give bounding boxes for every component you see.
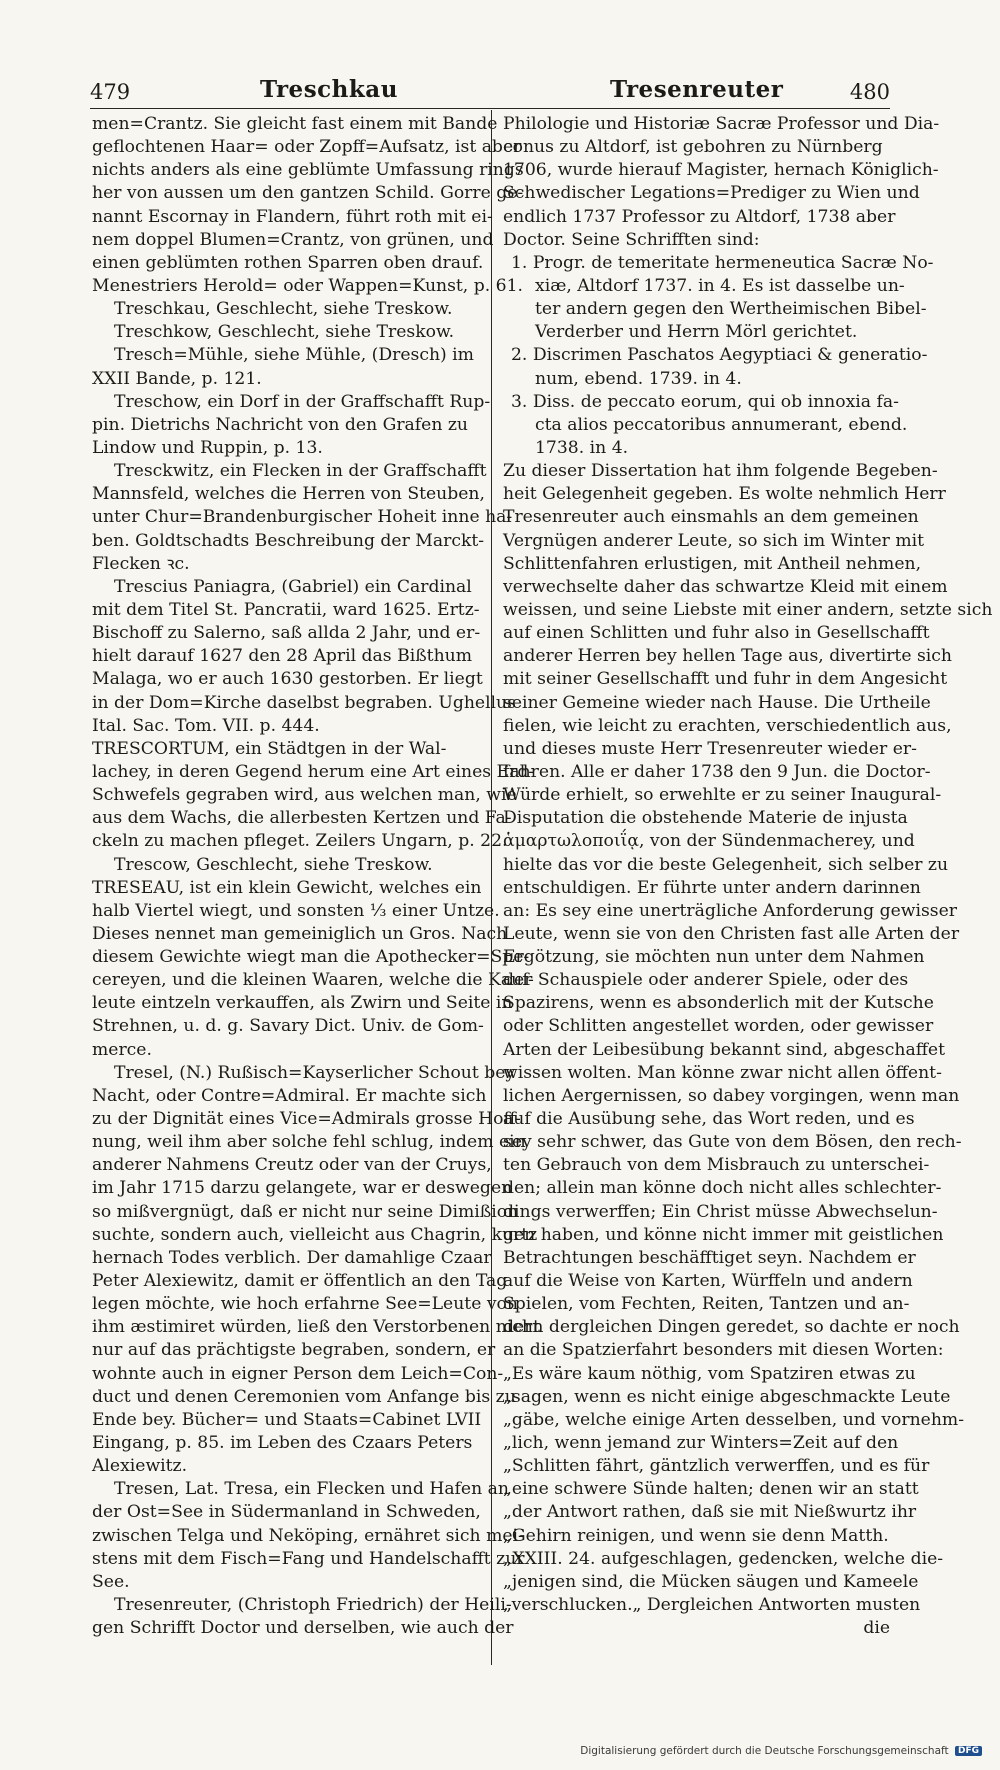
- text-line: Tresel, (N.) Rußisch=Kayserlicher Schout bey: [114, 1062, 516, 1083]
- text-line: conus zu Altdorf, ist gebohren zu Nürnberg: [503, 137, 883, 158]
- text-line: „lich, wenn jemand zur Winters=Zeit auf den: [503, 1433, 899, 1454]
- text-line: einen geblümten rothen Sparren oben drauf.: [92, 252, 484, 273]
- text-line: Schlittenfahren erlustigen, mit Antheil nehmen,: [503, 553, 922, 574]
- text-line: Alexiewitz.: [92, 1456, 188, 1477]
- text-line: Arten der Leibesübung bekannt sind, abgeschaffet: [503, 1039, 945, 1060]
- text-line: her von aussen um den gantzen Schild. Gorre ge-: [92, 183, 524, 204]
- text-line: Philologie und Historiæ Sacræ Professor und Dia-: [503, 114, 940, 134]
- text-line: Betrachtungen beschäfftiget seyn. Nachdem er: [503, 1247, 916, 1268]
- text-line: „Schlitten fährt, gäntzlich verwerffen, und es für: [503, 1456, 930, 1477]
- text-line: men=Crantz. Sie gleicht fast einem mit Bande: [92, 114, 498, 134]
- text-line: verwechselte daher das schwartze Kleid mit einem: [503, 576, 948, 597]
- footer-text: Digitalisierung gefördert durch die Deutsche Forschungsgemeinschaft: [580, 1745, 949, 1757]
- text-line: Ergötzung, sie möchten nun unter dem Nahmen: [503, 947, 925, 968]
- text-line: ten Gebrauch von dem Misbrauch zu unterschei-: [503, 1155, 930, 1176]
- text-line: gen haben, und könne nicht immer mit geistlichen: [503, 1224, 944, 1245]
- text-line: auf einen Schlitten und fuhr also in Gesellschafft: [503, 623, 930, 644]
- text-line: Zu dieser Dissertation hat ihm folgende Begeben-: [503, 461, 938, 482]
- text-line: aus dem Wachs, die allerbesten Kertzen und Fa-: [92, 808, 512, 829]
- text-line: Tresckwitz, ein Flecken in der Graffschafft: [114, 461, 487, 482]
- text-line: weissen, und seine Liebste mit einer andern, setzte sich: [503, 599, 993, 620]
- text-line: mit seiner Gesellschafft und fuhr in dem Angesicht: [503, 669, 948, 690]
- text-line: „jenigen sind, die Mücken säugen und Kameele: [503, 1571, 919, 1592]
- text-line: ter andern gegen den Wertheimischen Bibel-: [535, 299, 927, 320]
- text-line: XXII Bande, p. 121.: [92, 368, 262, 389]
- text-line: dings verwerffen; Ein Christ müsse Abwechselun-: [503, 1201, 938, 1222]
- text-line: nichts anders als eine geblümte Umfassung rings: [92, 160, 524, 181]
- text-line: lachey, in deren Gegend herum eine Art eines Erd-: [92, 761, 535, 782]
- text-line: Schwefels gegraben wird, aus welchen man, wie: [92, 785, 517, 806]
- text-line: den; allein man könne doch nicht alles schlechter-: [503, 1178, 942, 1199]
- text-line: oder Schlitten angestellet worden, oder gewisser: [503, 1016, 934, 1037]
- text-line: entschuldigen. Er führte unter andern darinnen: [503, 877, 921, 898]
- text-line: Tresenreuter, (Christoph Friedrich) der Heili-: [114, 1595, 512, 1615]
- text-line: wissen wolten. Man könne zwar nicht allen öffent-: [503, 1062, 942, 1083]
- text-line: duct und denen Ceremonien vom Anfange bis zu: [92, 1386, 516, 1407]
- text-line: TRESCORTUM, ein Städtgen in der Wal-: [92, 738, 447, 759]
- text-line: Würde erhielt, so erwehlte er zu seiner Inaugural-: [503, 785, 942, 806]
- text-line: Leute, wenn sie von den Christen fast alle Arten der: [503, 923, 960, 944]
- page-number-right: 480: [849, 80, 890, 104]
- text-line: Treschow, ein Dorf in der Graffschafft Rup-: [114, 391, 491, 412]
- text-line: 1. Progr. de temeritate hermeneutica Sacræ No-: [511, 252, 934, 273]
- text-line: auf die Weise von Karten, Würffeln und andern: [503, 1271, 913, 1292]
- text-line: Ende bey. Bücher= und Staats=Cabinet LVII: [92, 1409, 482, 1430]
- text-line: nem doppel Blumen=Crantz, von grünen, und: [92, 229, 494, 250]
- text-line: Verderber und Herrn Mörl gerichtet.: [535, 322, 858, 343]
- text-line: leute eintzeln verkauffen, als Zwirn und Seite in: [92, 993, 513, 1014]
- text-line: im Jahr 1715 darzu gelangete, war er deswegen: [92, 1178, 513, 1199]
- text-line: sey sehr schwer, das Gute von dem Bösen, den rech-: [503, 1132, 962, 1153]
- text-line: stens mit dem Fisch=Fang und Handelschafft zur: [92, 1548, 525, 1569]
- text-line: der Schauspiele oder anderer Spiele, oder des: [503, 970, 909, 991]
- text-line: See.: [92, 1571, 130, 1592]
- text-line: Malaga, wo er auch 1630 gestorben. Er liegt: [92, 669, 483, 690]
- text-line: Trescius Paniagra, (Gabriel) ein Cardinal: [114, 576, 472, 597]
- text-line: 1706, wurde hierauf Magister, hernach Königlich-: [503, 160, 939, 181]
- text-line: anderer Herren bey hellen Tage aus, divertirte sich: [503, 646, 952, 667]
- text-line: diesem Gewichte wiegt man die Apothecker=Spe-: [92, 947, 530, 968]
- text-line: Tresenreuter auch einsmahls an dem gemeinen: [503, 507, 919, 528]
- text-line: 2. Discrimen Paschatos Aegyptiaci & generatio-: [511, 345, 928, 366]
- text-line: Tresen, Lat. Tresa, ein Flecken und Hafen an: [114, 1479, 509, 1500]
- text-line: „sagen, wenn es nicht einige abgeschmackte Leute: [503, 1386, 951, 1407]
- running-header: [90, 76, 890, 106]
- text-line: wohnte auch in eigner Person dem Leich=Con-: [92, 1363, 504, 1384]
- text-line: „der Antwort rathen, daß sie mit Nießwurtz ihr: [503, 1502, 917, 1523]
- text-line: seiner Gemeine wieder nach Hause. Die Urtheile: [503, 692, 931, 713]
- text-line: legen möchte, wie hoch erfahrne See=Leute von: [92, 1294, 518, 1315]
- text-line: Flecken ꝛc.: [92, 553, 190, 574]
- text-line: hielt darauf 1627 den 28 April das Bißthum: [92, 646, 473, 667]
- text-line: Nacht, oder Contre=Admiral. Er machte sich: [92, 1085, 487, 1106]
- text-line: 3. Diss. de peccato eorum, qui ob innoxia fa-: [511, 391, 899, 412]
- dfg-logo: DFG: [955, 1746, 982, 1756]
- text-line: nung, weil ihm aber solche fehl schlug, indem ein: [92, 1132, 526, 1153]
- right-column: [503, 113, 993, 1640]
- text-line: Mannsfeld, welches die Herren von Steuben,: [92, 484, 485, 505]
- column-divider: [491, 110, 492, 1665]
- text-line: „XXIII. 24. aufgeschlagen, gedencken, welche die-: [503, 1548, 944, 1569]
- text-line: Peter Alexiewitz, damit er öffentlich an den Tag: [92, 1271, 508, 1292]
- text-line: an die Spatzierfahrt besonders mit diesen Worten:: [503, 1340, 944, 1361]
- text-line: 1738. in 4.: [535, 437, 629, 458]
- text-line: nur auf das prächtigste begraben, sondern, er: [92, 1340, 496, 1361]
- text-line: xiæ, Altdorf 1737. in 4. Es ist dasselbe un-: [535, 275, 905, 296]
- text-line: Spielen, vom Fechten, Reiten, Tantzen und an-: [503, 1294, 910, 1315]
- text-line: Vergnügen anderer Leute, so sich im Winter mit: [503, 530, 925, 551]
- text-line: unter Chur=Brandenburgischer Hoheit inne ha-: [92, 507, 513, 528]
- text-line: auf die Ausübung sehe, das Wort reden, und es: [503, 1109, 915, 1130]
- text-line: Tresch=Mühle, siehe Mühle, (Dresch) im: [114, 345, 474, 366]
- text-line: cta alios peccatoribus annumerant, ebend.: [535, 414, 908, 435]
- text-line: lichen Aergernissen, so dabey vorgingen, wenn man: [503, 1085, 960, 1106]
- text-line: nannt Escornay in Flandern, führt roth mit ei-: [92, 206, 493, 227]
- text-line: Ital. Sac. Tom. VII. p. 444.: [92, 715, 320, 736]
- text-line: Trescow, Geschlecht, siehe Treskow.: [114, 854, 433, 875]
- text-line: hielte das vor die beste Gelegenheit, sich selber zu: [503, 854, 949, 875]
- text-line: zu der Dignität eines Vice=Admirals grosse Hoff-: [92, 1109, 521, 1130]
- text-line: fielen, wie leicht zu erachten, verschiedentlich aus,: [503, 715, 952, 736]
- text-line: „gäbe, welche einige Arten desselben, und vornehm-: [503, 1409, 965, 1430]
- text-line: ἁμαρτωλοποιΐᾳ, von der Sündenmacherey, und: [503, 831, 915, 852]
- text-line: gen Schrifft Doctor und derselben, wie auch der: [92, 1618, 514, 1639]
- text-line: so mißvergnügt, daß er nicht nur seine Dimißion: [92, 1201, 519, 1222]
- text-line: zwischen Telga und Neköping, ernähret sich mei-: [92, 1525, 524, 1546]
- text-line: suchte, sondern auch, vielleicht aus Chagrin, kurtz: [92, 1224, 538, 1245]
- text-line: ckeln zu machen pfleget. Zeilers Ungarn, p. 22.: [92, 831, 508, 852]
- text-line: und dieses muste Herr Tresenreuter wieder er-: [503, 738, 917, 759]
- left-column: [92, 113, 540, 1640]
- text-line: heit Gelegenheit gegeben. Es wolte nehmlich Herr: [503, 484, 946, 505]
- text-line: Treschkau, Geschlecht, siehe Treskow.: [114, 299, 453, 320]
- text-line: dern dergleichen Dingen geredet, so dachte er noch: [503, 1317, 960, 1338]
- text-line: num, ebend. 1739. in 4.: [535, 368, 742, 389]
- text-line: halb Viertel wiegt, und sonsten ⅓ einer Untze.: [92, 900, 500, 921]
- catchword: die: [863, 1618, 890, 1639]
- text-line: merce.: [92, 1039, 152, 1060]
- header-rule: [90, 108, 890, 109]
- running-title-left: Treschkau: [260, 76, 398, 103]
- text-line: Lindow und Ruppin, p. 13.: [92, 437, 323, 458]
- text-line: Treschkow, Geschlecht, siehe Treskow.: [114, 322, 455, 343]
- text-line: Menestriers Herold= oder Wappen=Kunst, p. 61.: [92, 275, 523, 296]
- text-line: pin. Dietrichs Nachricht von den Grafen zu: [92, 414, 468, 435]
- text-line: hernach Todes verblich. Der damahlige Czaar: [92, 1247, 492, 1268]
- text-line: Bischoff zu Salerno, saß allda 2 Jahr, und er-: [92, 623, 481, 644]
- text-line: Dieses nennet man gemeiniglich un Gros. Nach: [92, 923, 508, 944]
- text-line: „verschlucken.„ Dergleichen Antworten musten: [503, 1595, 921, 1615]
- page-number-left: 479: [90, 80, 131, 104]
- text-line: anderer Nahmens Creutz oder van der Cruys,: [92, 1155, 492, 1176]
- text-line: Strehnen, u. d. g. Savary Dict. Univ. de Gom-: [92, 1016, 484, 1037]
- text-line: fahren. Alle er daher 1738 den 9 Jun. die Doctor-: [503, 761, 931, 782]
- text-line: „eine schwere Sünde halten; denen wir an statt: [503, 1479, 919, 1500]
- running-title-right: Tresenreuter: [610, 76, 784, 103]
- text-line: „Es wäre kaum nöthig, vom Spatziren etwas zu: [503, 1363, 916, 1384]
- text-line: mit dem Titel St. Pancratii, ward 1625. Ertz-: [92, 599, 480, 620]
- text-line: „Gehirn reinigen, und wenn sie denn Matth.: [503, 1525, 889, 1546]
- text-line: der Ost=See in Südermanland in Schweden,: [92, 1502, 481, 1523]
- text-line: Disputation die obstehende Materie de injusta: [503, 808, 908, 829]
- text-line: cereyen, und die kleinen Waaren, welche die Kauf-: [92, 970, 534, 991]
- text-line: ben. Goldtschadts Beschreibung der Marckt-: [92, 530, 485, 551]
- text-line: Schwedischer Legations=Prediger zu Wien und: [503, 183, 920, 204]
- text-line: Spazirens, wenn es absonderlich mit der Kutsche: [503, 993, 934, 1014]
- text-line: Doctor. Seine Schrifften sind:: [503, 229, 760, 250]
- text-line: TRESEAU, ist ein klein Gewicht, welches ein: [92, 877, 482, 898]
- text-line: geflochtenen Haar= oder Zopff=Aufsatz, ist aber: [92, 137, 522, 158]
- text-line: endlich 1737 Professor zu Altdorf, 1738 aber: [503, 206, 896, 227]
- text-line: an: Es sey eine unerträgliche Anforderung gewisser: [503, 900, 957, 921]
- text-line: Eingang, p. 85. im Leben des Czaars Peters: [92, 1433, 473, 1454]
- text-line: in der Dom=Kirche daselbst begraben. Ughellus: [92, 692, 516, 713]
- footer: [580, 1745, 982, 1757]
- text-line: ihm æstimiret würden, ließ den Verstorbenen nicht: [92, 1317, 540, 1338]
